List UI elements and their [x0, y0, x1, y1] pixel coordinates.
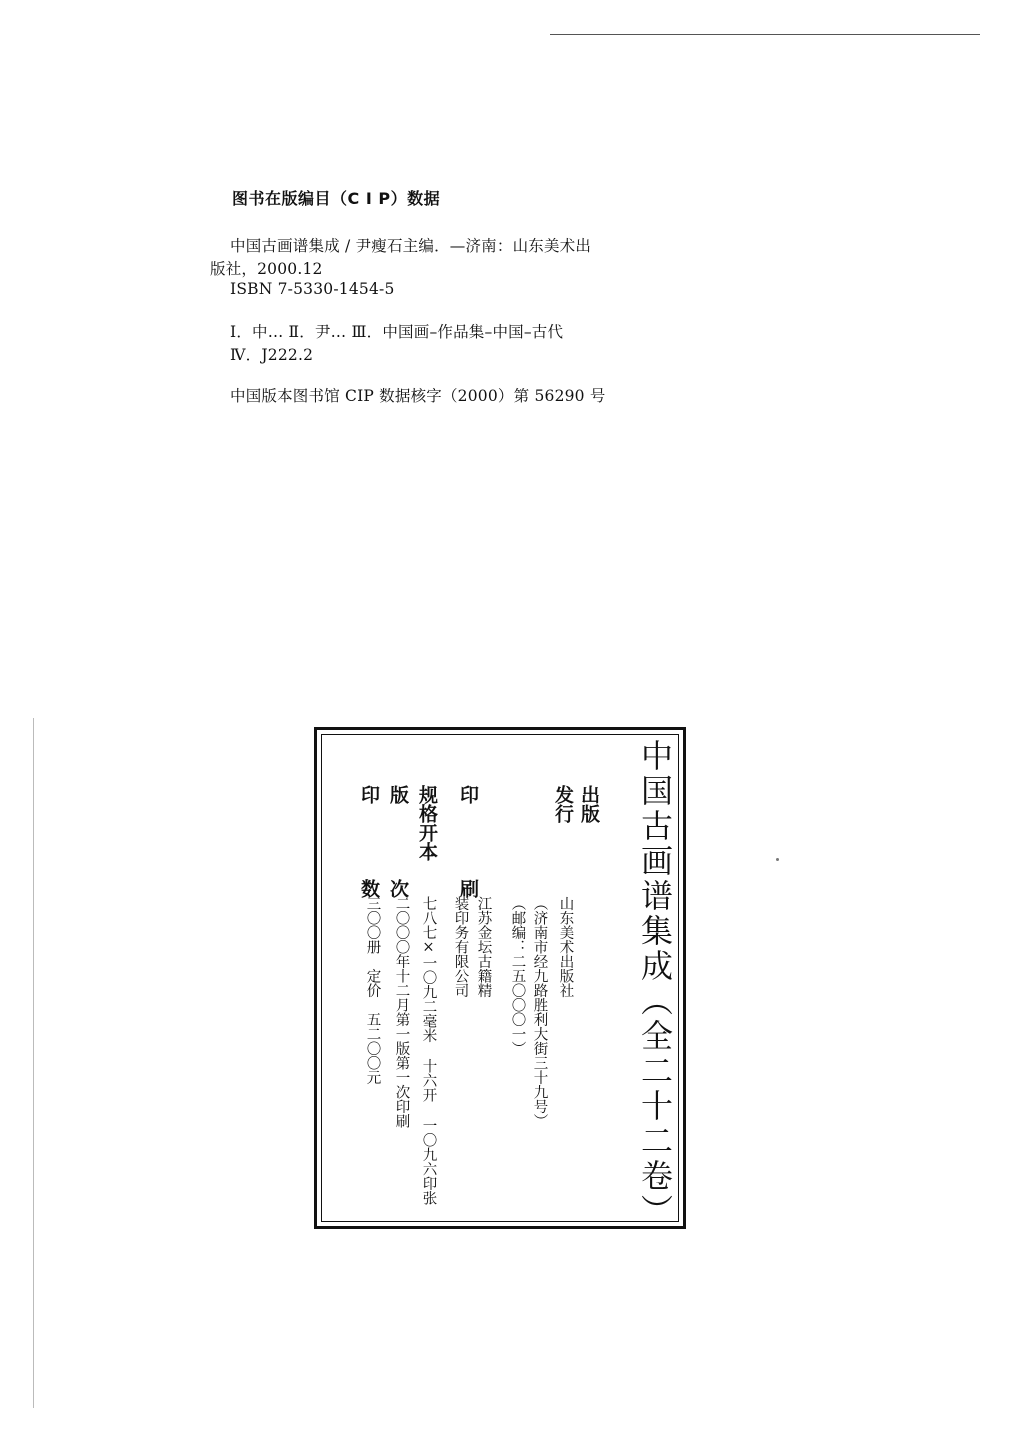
scan-left-edge — [33, 718, 34, 1408]
cip-heading: 图书在版编目（C I P）数据 — [232, 189, 441, 208]
colophon-title: 中国古画谱集成（全二十二卷） — [636, 739, 674, 1229]
cip-subject-line: Ⅰ．中… Ⅱ．尹… Ⅲ．中国画–作品集–中国–古代 — [230, 323, 564, 341]
spec-value: 七八七×一〇九二毫米 十六开 一〇九六印张 — [420, 896, 437, 1205]
publisher-address: （济南市经九路胜利大街三十九号） — [531, 896, 548, 1128]
publisher-label-a: 出版 — [578, 785, 600, 823]
edition-value: 二〇〇〇年十二月第一版第一次印刷 — [393, 896, 410, 1128]
printer-name-line2: 装印务有限公司 — [452, 896, 469, 998]
publisher-label-b: 发行 — [552, 785, 574, 823]
scan-speck — [776, 858, 779, 861]
cip-record-line: 中国版本图书馆 CIP 数据核字（2000）第 56290 号 — [230, 387, 606, 405]
printer-label: 印 刷 — [457, 785, 479, 926]
cip-title-line: 中国古画谱集成 / 尹瘦石主编．—济南：山东美术出 — [230, 237, 592, 255]
colophon-frame — [314, 727, 686, 1229]
publisher-name: 山东美术出版社 — [557, 896, 574, 998]
cip-isbn-line: ISBN 7-5330-1454-5 — [230, 280, 395, 298]
printer-name-line1: 江苏金坛古籍精 — [475, 896, 492, 998]
cip-publisher-line: 版社，2000.12 — [210, 260, 323, 278]
count-price-value: 三〇〇册 定价 五二〇〇元 — [364, 896, 381, 1085]
edition-label: 版 次 — [387, 785, 409, 926]
count-label: 印 数 — [358, 785, 380, 926]
spec-label: 规格开本 — [416, 785, 438, 861]
publisher-postcode: （邮编：二五〇〇〇一） — [509, 896, 526, 1056]
cip-classification-line: Ⅳ．J222.2 — [230, 346, 314, 364]
scan-top-rule — [550, 34, 980, 35]
